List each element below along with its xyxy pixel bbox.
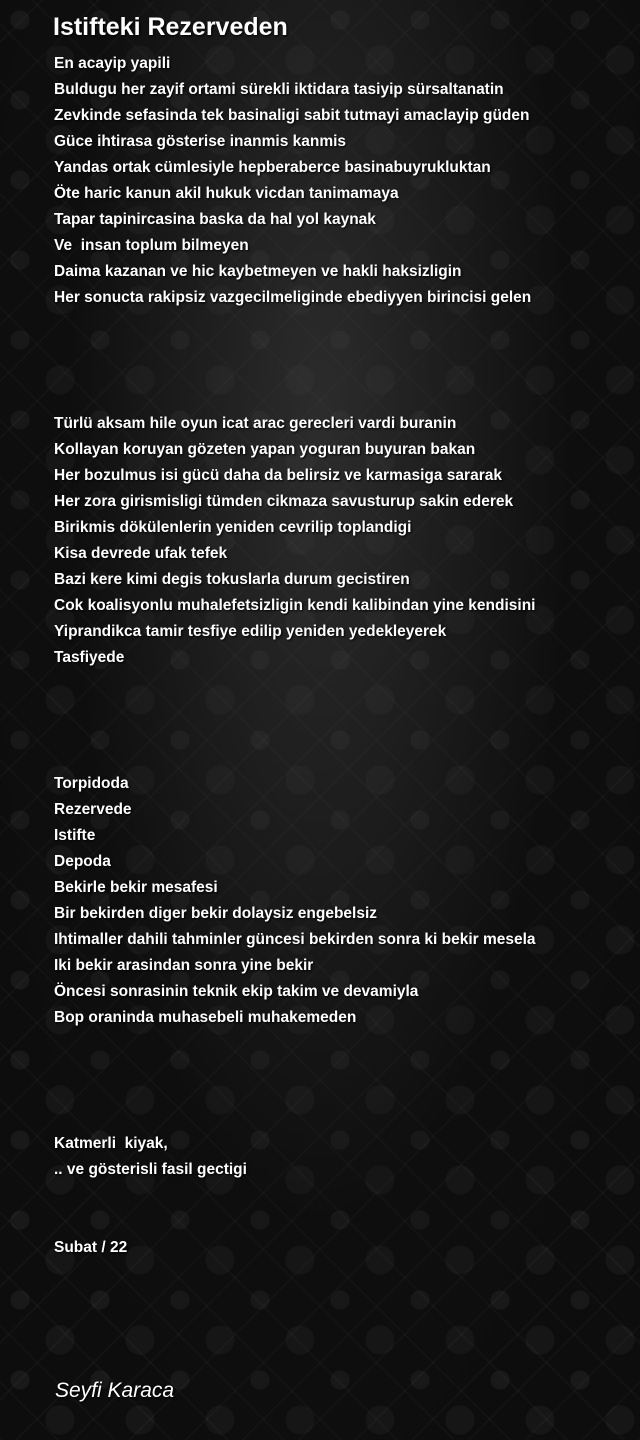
poem-line: Istifte [54, 827, 96, 844]
poem-line: Bazi kere kimi degis tokuslarla durum gecistiren [54, 571, 410, 588]
poem-line: .. ve gösterisli fasil gectigi [54, 1161, 247, 1178]
poem-line: Ve insan toplum bilmeyen [54, 237, 249, 254]
poem-line: En acayip yapili [54, 55, 171, 72]
poem-line: Katmerli kiyak, [54, 1135, 168, 1152]
poem-line: Her sonucta rakipsiz vazgecilmeliginde ebediyyen birincisi gelen [54, 289, 532, 306]
poem-line: Torpidoda [54, 775, 129, 792]
poem-line: Türlü aksam hile oyun icat arac gerecleri vardi buranin [54, 415, 457, 432]
stanza-3 [54, 771, 634, 1031]
poem-line: Yandas ortak cümlesiyle hepberaberce basinabuyrukluktan [54, 159, 491, 176]
stanza-1 [54, 51, 634, 311]
poem-line: Yiprandikca tamir tesfiye edilip yeniden yedekleyerek [54, 623, 447, 640]
poem-line: Cok koalisyonlu muhalefetsizligin kendi kalibindan yine kendisini [54, 597, 536, 614]
poem-line: Tapar tapinircasina baska da hal yol kaynak [54, 211, 376, 228]
poem-line: Buldugu her zayif ortami sürekli iktidara tasiyip sürsaltanatin [54, 81, 504, 98]
stanza-2 [54, 411, 634, 671]
poem-line: Öte haric kanun akil hukuk vicdan tanimamaya [54, 185, 399, 202]
poem-line: Daima kazanan ve hic kaybetmeyen ve hakli haksizligin [54, 263, 462, 280]
poem-line: Zevkinde sefasinda tek basinaligi sabit tutmayi amaclayip güden [54, 107, 530, 124]
poem-line: Bir bekirden diger bekir dolaysiz engebelsiz [54, 905, 378, 922]
poem-line: Her zora girismisligi tümden cikmaza savusturup sakin ederek [54, 493, 514, 510]
poem-line: Birikmis dökülenlerin yeniden cevrilip toplandigi [54, 519, 412, 536]
poem-author: Seyfi Karaca [55, 1379, 175, 1402]
poem-line: Depoda [54, 853, 111, 870]
poem-line: Iki bekir arasindan sonra yine bekir [54, 957, 314, 974]
poem-line: Ihtimaller dahili tahminler güncesi bekirden sonra ki bekir mesela [54, 931, 536, 948]
poem-line: Kollayan koruyan gözeten yapan yoguran buyuran bakan [54, 441, 476, 458]
poem-line: Güce ihtirasa gösterise inanmis kanmis [54, 133, 347, 150]
poem-date: Subat / 22 [54, 1239, 128, 1256]
poem-line: Bekirle bekir mesafesi [54, 879, 218, 896]
poem-line: Kisa devrede ufak tefek [54, 545, 228, 562]
stanza-4 [54, 1131, 634, 1183]
poem-line: Rezervede [54, 801, 132, 818]
poem-title: Istifteki Rezerveden [53, 13, 288, 41]
poem-line: Öncesi sonrasinin teknik ekip takim ve devamiyla [54, 983, 419, 1000]
poem-line: Tasfiyede [54, 649, 125, 666]
poem-line: Bop oraninda muhasebeli muhakemeden [54, 1009, 357, 1026]
poem-line: Her bozulmus isi gücü daha da belirsiz ve karmasiga sararak [54, 467, 502, 484]
